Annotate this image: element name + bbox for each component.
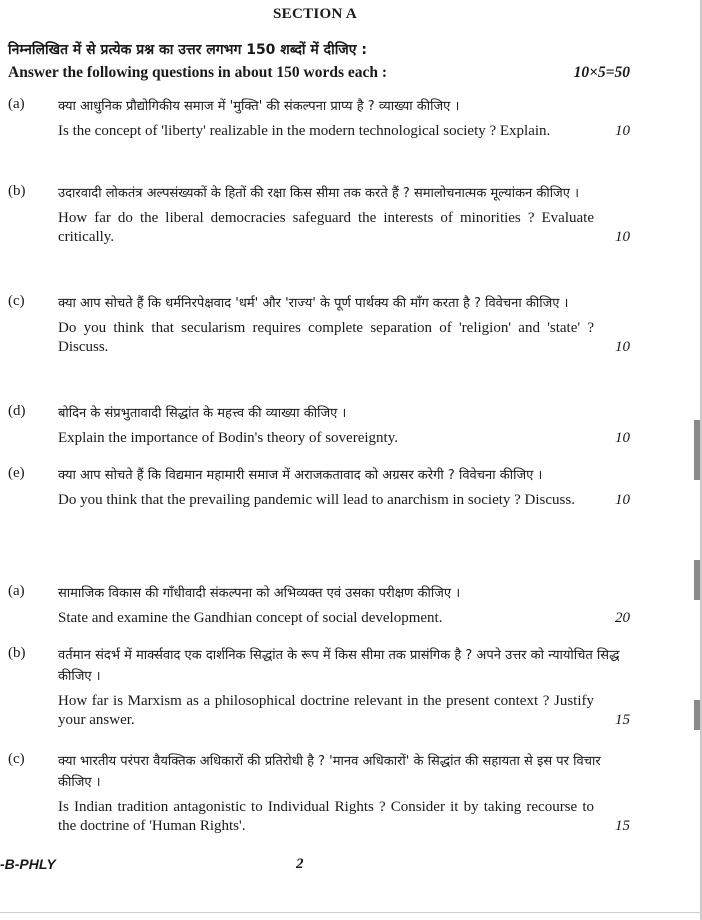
question-hindi: वर्तमान संदर्भ में मार्क्सवाद एक दार्शनिक सिद्धांत के रूप में किस सीमा तक प्रासंगिक है ? अपने उत्तर को न्यायोचित सिद्ध कीजिए । (58, 648, 620, 684)
question-english-block (58, 122, 630, 141)
scan-edge-mark (694, 560, 700, 600)
page-number: 2 (296, 856, 304, 872)
question-hindi: उदारवादी लोकतंत्र अल्पसंख्यकों के हितों की रक्षा किस सीमा तक करते हैं ? समालोचनात्मक मूल्यांकन कीजिए । (58, 186, 580, 201)
question-hindi: सामाजिक विकास की गाँधीवादी संकल्पना को अभिव्यक्त एवं उसका परीक्षण कीजिए । (58, 586, 461, 601)
question-hindi: क्या आधुनिक प्रौद्योगिकीय समाज में 'मुक्ति' की संकल्पना प्राप्य है ? व्याख्या कीजिए । (58, 99, 460, 114)
question-item (8, 465, 630, 510)
question-item (8, 583, 630, 628)
question-label: (b) (8, 183, 26, 199)
question-item (8, 96, 630, 141)
question-english-block (58, 798, 630, 836)
question-label: (c) (8, 293, 25, 309)
question-marks: 10 (615, 123, 630, 139)
question-english: Do you think that the prevailing pandemic will lead to anarchism in society ? Discuss. (58, 492, 575, 508)
question-label: (e) (8, 465, 25, 481)
question-english: Is Indian tradition antagonistic to Individual Rights ? Consider it by taking recourse to the doctrine of 'Human Rights'. (58, 799, 594, 834)
section-title: SECTION A (273, 6, 357, 22)
question-item (8, 645, 630, 730)
question-label: (a) (8, 96, 25, 112)
scan-edge-mark (694, 420, 700, 480)
question-item (8, 293, 630, 357)
question-english: State and examine the Gandhian concept of social development. (58, 610, 443, 626)
question-english: How far is Marxism as a philosophical doctrine relevant in the present context ? Justify your answer. (58, 693, 594, 728)
question-marks: 20 (615, 610, 630, 626)
instructions-hindi: निम्नलिखित में से प्रत्येक प्रश्न का उत्तर लगभग 150 शब्दों में दीजिए : (8, 42, 367, 58)
question-english-block (58, 209, 630, 247)
question-english-block (58, 609, 630, 628)
question-label: (a) (8, 583, 25, 599)
scan-bottom-rule (0, 912, 702, 913)
question-english: Is the concept of 'liberty' realizable in the modern technological society ? Explain. (58, 123, 551, 139)
question-marks: 15 (615, 818, 630, 834)
instructions-marks: 10×5=50 (573, 64, 630, 81)
question-item (8, 751, 630, 836)
question-english-block (58, 429, 630, 448)
question-marks: 10 (615, 229, 630, 245)
question-marks: 15 (615, 712, 630, 728)
question-english-block (58, 491, 630, 510)
question-hindi: क्या आप सोचते हैं कि विद्यमान महामारी समाज में अराजकतावाद को अग्रसर करेगी ? विवेचना कीजिए । (58, 468, 543, 483)
question-english-block (58, 692, 630, 730)
question-hindi: क्या भारतीय परंपरा वैयक्तिक अधिकारों की प्रतिरोधी है ? 'मानव अधिकारों' के सिद्धांत की सहायता से इस पर विचार कीजिए । (58, 754, 601, 790)
question-hindi: क्या आप सोचते हैं कि धर्मनिरपेक्षवाद 'धर्म' और 'राज्य' के पूर्ण पार्थक्य की माँग करता है ? विवेचना कीजिए । (58, 296, 569, 311)
question-label: (c) (8, 751, 25, 767)
paper-code: -B-PHLY (0, 856, 56, 872)
question-label: (b) (8, 645, 26, 661)
instructions-english: Answer the following questions in about 150 words each : (8, 64, 388, 81)
instructions-english-row (8, 64, 630, 82)
question-marks: 10 (615, 492, 630, 508)
question-english: How far do the liberal democracies safeguard the interests of minorities ? Evaluate critically. (58, 210, 594, 245)
question-hindi: बोदिन के संप्रभुतावादी सिद्धांत के महत्त्व की व्याख्या कीजिए । (58, 406, 347, 421)
question-english: Do you think that secularism requires complete separation of 'religion' and 'state' ? Discuss. (58, 320, 594, 355)
scan-edge-mark (694, 700, 700, 730)
question-item (8, 183, 630, 247)
question-marks: 10 (615, 430, 630, 446)
question-marks: 10 (615, 339, 630, 355)
question-english: Explain the importance of Bodin's theory of sovereignty. (58, 430, 398, 446)
question-label: (d) (8, 403, 26, 419)
question-english-block (58, 319, 630, 357)
question-item (8, 403, 630, 448)
